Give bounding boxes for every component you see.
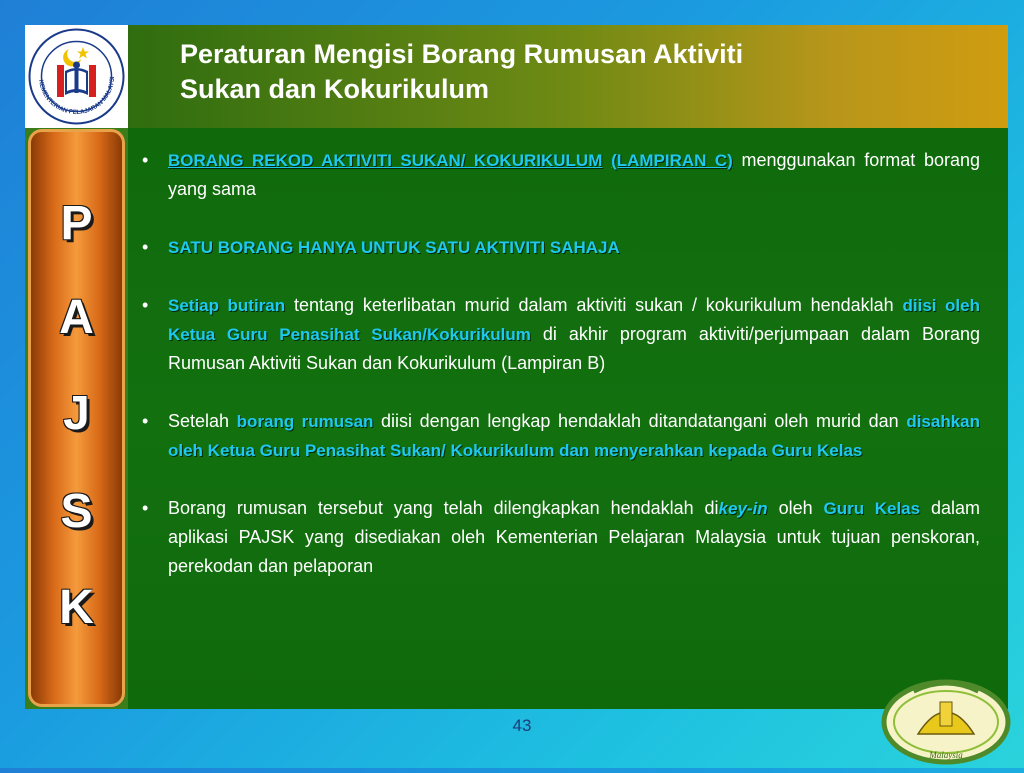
bullet-3-segment-4: di akhir program aktiviti/perjumpaan dalam Borang Rumusan Aktiviti Sukan dan Kokurikulum (Lampiran B)	[168, 324, 980, 373]
title-bar	[128, 25, 1008, 128]
bullet-1-segment-3: (LAMPIRAN C)	[611, 151, 733, 170]
bullet-5-segment-3: oleh	[767, 498, 824, 518]
pajsk-letter-s: S	[60, 485, 93, 538]
content-panel	[128, 128, 1008, 709]
bullet-item	[158, 146, 980, 204]
title-line-2: Sukan dan Kokurikulum	[180, 74, 490, 104]
bullet-5-segment-5: dalam aplikasi PAJSK yang disediakan oleh Kementerian Pelajaran Malaysia untuk tujuan penskoran, perekodan dan pelaporan	[168, 498, 980, 576]
bullet-4-segment-1: Setelah	[168, 411, 237, 431]
bullet-5-segment-4: Guru Kelas	[823, 499, 921, 518]
bullet-2-segment-1: SATU BORANG HANYA UNTUK SATU AKTIVITI SAHAJA	[168, 238, 620, 257]
bullet-5-segment-1: Borang rumusan tersebut yang telah dilengkapkan hendaklah di	[168, 498, 719, 518]
bullet-3-segment-3: diisi oleh Ketua Guru Penasihat Sukan/Kokurikulum	[168, 296, 980, 344]
bullet-item	[158, 233, 980, 262]
emblem-icon	[878, 672, 1016, 768]
bullet-3-segment-1: Setiap butiran	[168, 296, 286, 315]
bullet-3-segment-2: tentang keterlibatan murid dalam aktiviti sukan / kokurikulum hendaklah	[285, 295, 903, 315]
bullet-1-segment-2	[602, 150, 611, 170]
bullet-5-segment-2: key-in	[718, 499, 768, 518]
page-number: 43	[512, 716, 532, 735]
bullet-list	[158, 146, 980, 610]
bullet-1-segment-1: BORANG REKOD AKTIVITI SUKAN/ KOKURIKULUM	[168, 151, 603, 170]
bullet-item	[158, 291, 980, 378]
bullet-4-segment-4: disahkan oleh Ketua Guru Penasihat Sukan/ Kokurikulum dan menyerahkan kepada Guru Kelas	[168, 412, 981, 460]
pajsk-letter-a: A	[59, 291, 94, 344]
pajsk-letter-k: K	[59, 581, 94, 634]
ministry-logo	[25, 25, 128, 128]
logo-ring-text: KEMENTERIAN PELAJARAN MALAYSI	[37, 76, 117, 117]
bullet-4-segment-2: borang rumusan	[236, 412, 374, 431]
ministry-emblem-icon	[25, 25, 128, 128]
bullet-4-segment-3: diisi dengan lengkap hendaklah ditandatangani oleh murid dan	[373, 411, 907, 431]
bullet-item	[158, 407, 980, 465]
slide-title	[180, 37, 880, 107]
emblem-caption: Malaysia	[929, 750, 963, 760]
bullet-item	[158, 494, 980, 581]
pajsk-letter-p: P	[60, 197, 93, 250]
pajsk-letter-j: J	[63, 387, 90, 440]
pajsk-vertical-banner	[28, 129, 125, 707]
title-line-1: Peraturan Mengisi Borang Rumusan Aktiviti	[180, 39, 744, 69]
bullet-1-segment-4: menggunakan format borang yang sama	[168, 150, 980, 199]
corner-emblem-logo	[878, 672, 1016, 768]
